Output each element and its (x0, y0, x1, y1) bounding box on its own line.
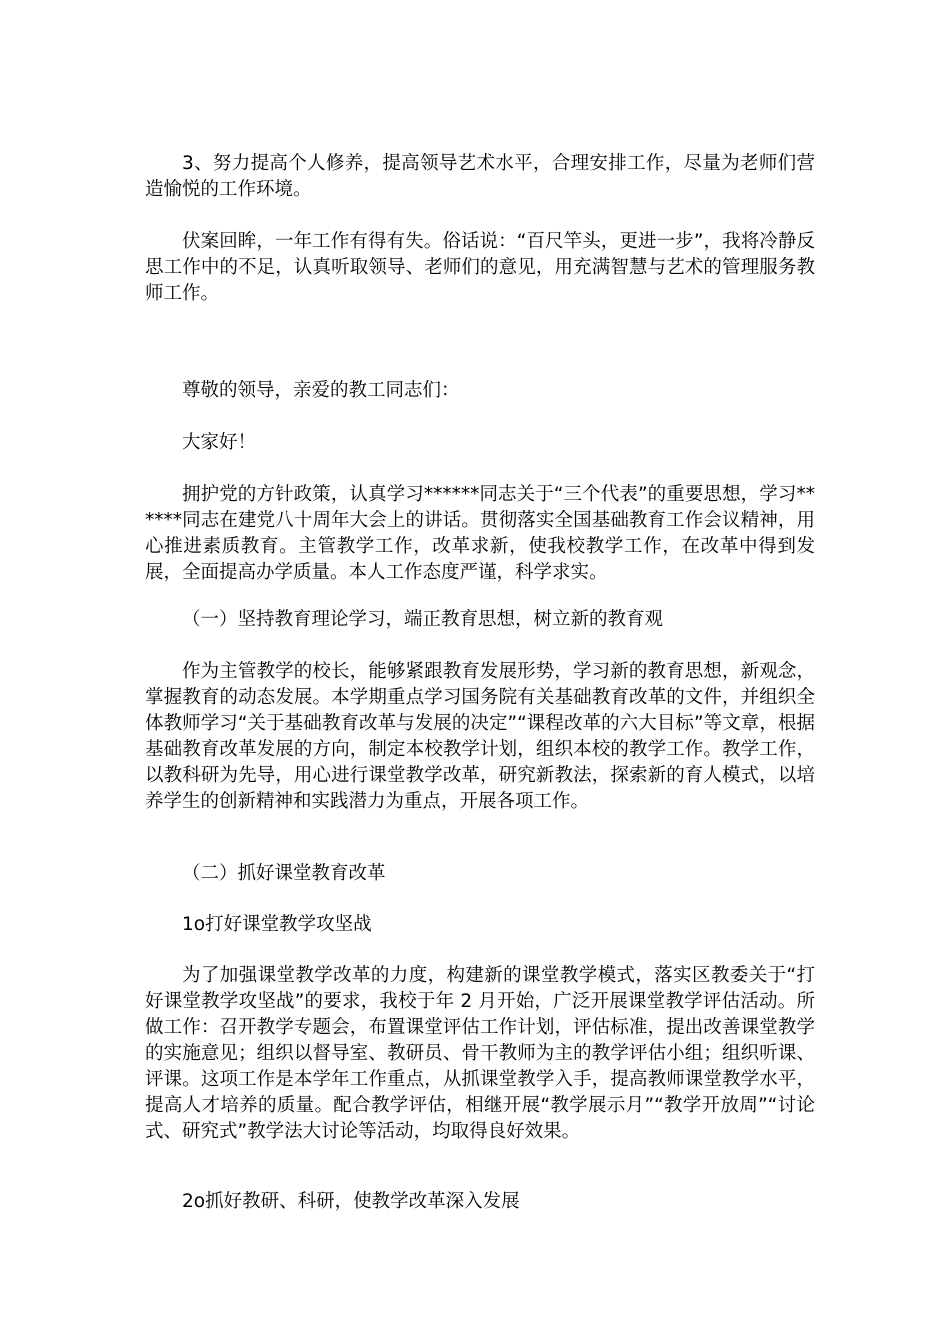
paragraph-salutation: 尊敬的领导，亲爱的教工同志们： (182, 380, 460, 401)
paragraph-reflection: 伏案回眸，一年工作有得有失。俗话说：“百尺竿头，更进一步”，我将冷静反思工作中的不足，认真听取领导、老师们的意见，用充满智慧与艺术的管理服务教师工作。 (145, 231, 815, 304)
paragraph-self-improvement: 3、努力提高个人修养，提高领导艺术水平，合理安排工作，尽量为老师们营造愉悦的工作环境。 (145, 153, 815, 200)
paragraph-policy: 拥护党的方针政策，认真学习******同志关于“三个代表”的重要思想，学习******同志在建党八十周年大会上的讲话。贯彻落实全国基础教育工作会议精神，用心推进素质教育。主管教学工作，改革求新，使我校教学工作，在改革中得到发展，全面提高办学质量。本人工作态度严谨，科学求实。 (145, 484, 815, 583)
paragraph-greeting: 大家好！ (182, 432, 257, 453)
paragraph-classroom-reform: 为了加强课堂教学改革的力度，构建新的课堂教学模式，落实区教委关于“打好课堂教学攻坚战”的要求，我校于年 2 月开始，广泛开展课堂教学评估活动。所做工作：召开教学专题会，布置课堂评估工作计划，评估标准，提出改善课堂教学的实施意见；组织以督导室、教研员、骨干教师为主的教学评估小组；组织听课、评课。这项工作是本学年工作重点，从抓课堂教学入手，提高教师课堂教学水平，提高人才培养的质量。配合教学评估，相继开展“教学展示月”“教学开放周”“讨论式、研究式”教学法大讨论等活动，均取得良好效果。 (145, 965, 815, 1142)
subheading-one: 1o打好课堂教学攻坚战 (182, 914, 372, 935)
section-heading-one: （一）坚持教育理论学习，端正教育思想，树立新的教育观 (182, 609, 664, 630)
paragraph-theory-study: 作为主管教学的校长，能够紧跟教育发展形势，学习新的教育思想，新观念，掌握教育的动态发展。本学期重点学习国务院有关基础教育改革的文件，并组织全体教师学习“关于基础教育改革与发展的决定”“课程改革的六大目标”等文章，根据基础教育改革发展的方向，制定本校教学计划，组织本校的教学工作。教学工作，以教科研为先导，用心进行课堂教学改革，研究新教法，探索新的育人模式，以培养学生的创新精神和实践潜力为重点，开展各项工作。 (145, 661, 815, 812)
subheading-two: 2o抓好教研、科研，使教学改革深入发展 (182, 1191, 520, 1212)
section-heading-two: （二）抓好课堂教育改革 (182, 863, 386, 884)
